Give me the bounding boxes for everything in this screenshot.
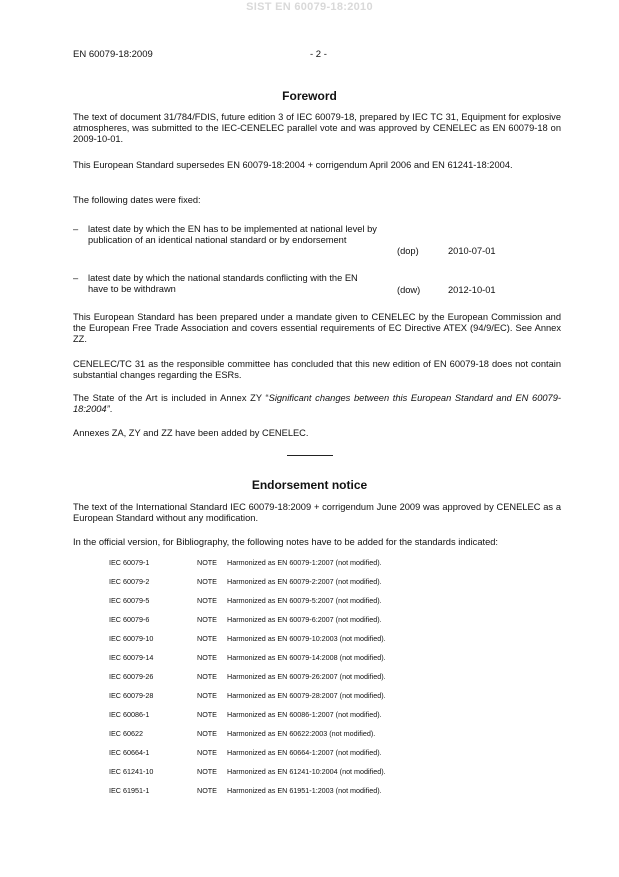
note-label: NOTE [197, 558, 217, 567]
note-row [0, 634, 619, 646]
note-label: NOTE [197, 577, 217, 586]
endorsement-paragraph-1: The text of the International Standard IEC 60079-18:2009 + corrigendum June 2009 was approved by CENELEC as a European Standard without any modification. [73, 502, 561, 524]
foreword-paragraph-4: This European Standard has been prepared under a mandate given to CENELEC by the European Commission and the European Free Trade Association and covers essential requirements of EC Directive ATEX (94/9/EC). See Annex ZZ. [73, 312, 561, 345]
note-row [0, 786, 619, 798]
foreword-title: Foreword [282, 89, 337, 103]
note-label: NOTE [197, 653, 217, 662]
note-row [0, 558, 619, 570]
note-label: NOTE [197, 691, 217, 700]
note-text: Harmonized as EN 60079-28:2007 (not modified). [227, 691, 386, 700]
state-of-art-prefix: The State of the Art is included in Annex ZY “ [73, 393, 269, 403]
note-row [0, 653, 619, 665]
dow-date: 2012-10-01 [448, 285, 496, 295]
note-text: Harmonized as EN 60086-1:2007 (not modified). [227, 710, 382, 719]
endorsement-paragraph-2: In the official version, for Bibliography, the following notes have to be added for the standards indicated: [73, 537, 498, 547]
foreword-paragraph-7: Annexes ZA, ZY and ZZ have been added by CENELEC. [73, 428, 309, 438]
dow-code: (dow) [397, 285, 421, 295]
note-label: NOTE [197, 786, 217, 795]
endorsement-title: Endorsement notice [251, 478, 368, 492]
note-row [0, 691, 619, 703]
note-text: Harmonized as EN 60079-1:2007 (not modified). [227, 558, 382, 567]
foreword-paragraph-5: CENELEC/TC 31 as the responsible committee has concluded that this new edition of EN 60079-18 does not contain substantial changes regarding the ESRs. [73, 359, 561, 381]
dow-dash: – [73, 273, 79, 283]
note-label: NOTE [197, 729, 217, 738]
note-standard: IEC 61241-10 [109, 767, 154, 776]
note-text: Harmonized as EN 60664-1:2007 (not modified). [227, 748, 382, 757]
note-text: Harmonized as EN 61241-10:2004 (not modified). [227, 767, 386, 776]
header-page-number: - 2 - [310, 49, 327, 60]
note-row [0, 577, 619, 589]
note-row [0, 767, 619, 779]
note-label: NOTE [197, 767, 217, 776]
foreword-paragraph-1: The text of document 31/784/FDIS, future edition 3 of IEC 60079-18, prepared by IEC TC 31, Equipment for explosive atmospheres, was submitted to the IEC-CENELEC parallel vote and was approved by CENELEC as EN 60079-18 on 2009-10-01. [73, 112, 561, 145]
note-standard: IEC 60079-6 [109, 615, 150, 624]
note-text: Harmonized as EN 60079-26:2007 (not modified). [227, 672, 386, 681]
watermark: SIST EN 60079-18:2010 [246, 1, 373, 13]
header-doc-id: EN 60079-18:2009 [73, 49, 153, 60]
note-label: NOTE [197, 615, 217, 624]
note-standard: IEC 60079-28 [109, 691, 154, 700]
note-row [0, 615, 619, 627]
foreword-paragraph-3: The following dates were fixed: [73, 195, 201, 205]
note-text: Harmonized as EN 60079-10:2003 (not modified). [227, 634, 386, 643]
note-label: NOTE [197, 710, 217, 719]
section-divider [287, 455, 333, 456]
note-standard: IEC 60664-1 [109, 748, 150, 757]
note-row [0, 596, 619, 608]
state-of-art-suffix: . [109, 404, 113, 415]
note-text: Harmonized as EN 60079-2:2007 (not modified). [227, 577, 382, 586]
note-standard: IEC 60622 [109, 729, 143, 738]
note-label: NOTE [197, 672, 217, 681]
dow-text: latest date by which the national standards conflicting with the EN have to be withdrawn [88, 273, 358, 295]
note-standard: IEC 61951-1 [109, 786, 150, 795]
note-row [0, 710, 619, 722]
note-standard: IEC 60079-5 [109, 596, 150, 605]
state-of-art-italic: Significant changes between this European Standard and EN 60079-18:2004” [73, 393, 561, 415]
note-standard: IEC 60079-10 [109, 634, 154, 643]
dop-dash: – [73, 224, 79, 234]
note-text: Harmonized as EN 60079-5:2007 (not modified). [227, 596, 382, 605]
note-text: Harmonized as EN 60079-14:2008 (not modified). [227, 653, 386, 662]
note-standard: IEC 60079-2 [109, 577, 150, 586]
note-text: Harmonized as EN 60079-6:2007 (not modified). [227, 615, 382, 624]
dop-date: 2010-07-01 [448, 246, 496, 256]
note-row [0, 748, 619, 760]
note-row [0, 729, 619, 741]
foreword-paragraph-6 [73, 393, 561, 415]
note-standard: IEC 60079-26 [109, 672, 154, 681]
note-row [0, 672, 619, 684]
note-standard: IEC 60079-1 [109, 558, 150, 567]
note-label: NOTE [197, 748, 217, 757]
note-label: NOTE [197, 634, 217, 643]
foreword-paragraph-2: This European Standard supersedes EN 60079-18:2004 + corrigendum April 2006 and EN 61241-18:2004. [73, 160, 513, 170]
dop-text: latest date by which the EN has to be implemented at national level by publication of an identical national standard or by endorsement [88, 224, 377, 246]
note-text: Harmonized as EN 60622:2003 (not modified). [227, 729, 376, 738]
note-standard: IEC 60086-1 [109, 710, 150, 719]
note-label: NOTE [197, 596, 217, 605]
dop-code: (dop) [397, 246, 419, 256]
note-text: Harmonized as EN 61951-1:2003 (not modified). [227, 786, 382, 795]
note-standard: IEC 60079-14 [109, 653, 154, 662]
